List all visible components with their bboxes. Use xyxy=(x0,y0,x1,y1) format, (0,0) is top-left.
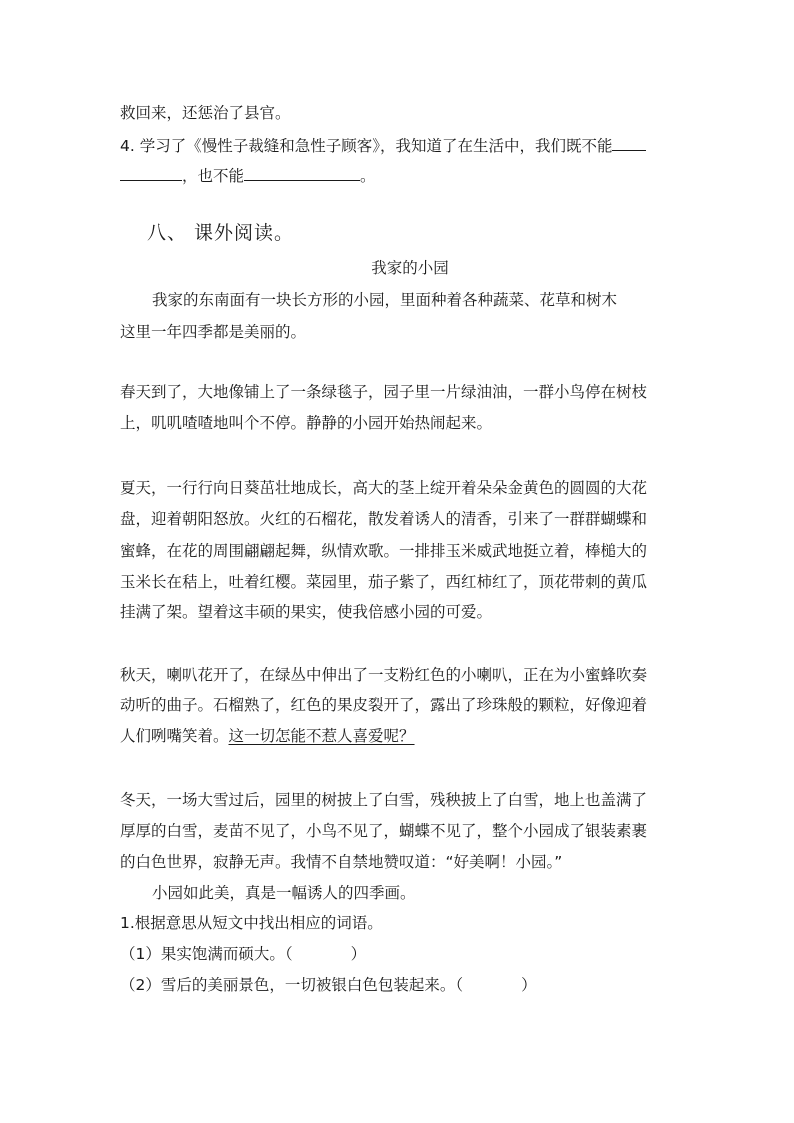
question-1-1-text: （1）果实饱满而硕大。（ xyxy=(120,945,293,963)
question-4 xyxy=(120,135,646,156)
answer-blank[interactable] xyxy=(244,165,360,181)
paragraph-1-line-1: 我家的东南面有一块长方形的小园，里面种着各种蔬菜、花草和树木 xyxy=(152,291,618,309)
question-1: 1.根据意思从短文中找出相应的词语。 xyxy=(120,914,383,932)
question-1-2 xyxy=(120,975,537,995)
question-4-text: 4. 学习了《慢性子裁缝和急性子顾客》，我知道了在生活中，我们既不能 xyxy=(120,137,613,155)
close-paren: ） xyxy=(350,945,367,963)
question-4-mid-text: ，也不能 xyxy=(182,167,245,185)
paragraph-3-line-3: 蜜蜂，在花的周围翩翩起舞，纵情欢歌。一排排玉米威武地挺立着，棒槌大的 xyxy=(120,542,648,560)
question-1-1 xyxy=(120,944,366,964)
paragraph-4-line-1: 秋天，喇叭花开了，在绿丛中伸出了一支粉红色的小喇叭，正在为小蜜蜂吹奏 xyxy=(120,666,648,684)
passage-title: 我家的小园 xyxy=(371,259,449,277)
paragraph-3-line-1: 夏天，一行行向日葵茁壮地成长，高大的茎上绽开着朵朵金黄色的圆圆的大花 xyxy=(120,479,648,497)
paragraph-5-line-3: 的白色世界，寂静无声。我情不自禁地赞叹道：“好美啊！小园。” xyxy=(120,853,563,871)
answer-blank[interactable] xyxy=(120,165,182,181)
text-line: 救回来，还惩治了县官。 xyxy=(120,104,291,122)
close-paren: ） xyxy=(521,976,537,994)
section-heading: 八、 课外阅读。 xyxy=(147,222,295,244)
paragraph-2-line-1: 春天到了，大地像铺上了一条绿毯子，园子里一片绿油油，一群小鸟停在树枝 xyxy=(120,383,648,401)
paragraph-3-line-5: 挂满了架。望着这丰硕的果实，使我倍感小园的可爱。 xyxy=(120,603,493,621)
paragraph-4-text: 人们咧嘴笑着。 xyxy=(120,727,229,745)
paragraph-5-line-2: 厚厚的白雪，麦苗不见了，小鸟不见了，蝴蝶不见了，整个小园成了银装素裹 xyxy=(120,822,648,840)
paragraph-4-line-3 xyxy=(120,726,415,746)
answer-blank[interactable] xyxy=(612,135,646,151)
paragraph-1-line-2: 这里一年四季都是美丽的。 xyxy=(120,323,307,341)
question-1-2-text: （2）雪后的美丽景色，一切被银白色包装起来。（ xyxy=(120,976,464,994)
underlined-sentence: 这一切怎能不惹人喜爱呢？ xyxy=(228,727,415,745)
paragraph-5-line-1: 冬天，一场大雪过后，园里的树披上了白雪，残秧披上了白雪，地上也盖满了 xyxy=(120,791,648,809)
question-4-continued xyxy=(120,165,376,186)
paragraph-6: 小园如此美，真是一幅诱人的四季画。 xyxy=(152,884,416,902)
paragraph-4-line-2: 动听的曲子。石榴熟了，红色的果皮裂开了，露出了珍珠般的颗粒，好像迎着 xyxy=(120,696,648,714)
paragraph-3-line-4: 玉米长在秸上，吐着红樱。菜园里，茄子紫了，西红柿红了，顶花带刺的黄瓜 xyxy=(120,573,648,591)
question-4-end-text: 。 xyxy=(360,167,376,185)
paragraph-2-line-2: 上，叽叽喳喳地叫个不停。静静的小园开始热闹起来。 xyxy=(120,414,493,432)
paragraph-3-line-2: 盘，迎着朝阳怒放。火红的石榴花，散发着诱人的清香，引来了一群群蝴蝶和 xyxy=(120,510,648,528)
